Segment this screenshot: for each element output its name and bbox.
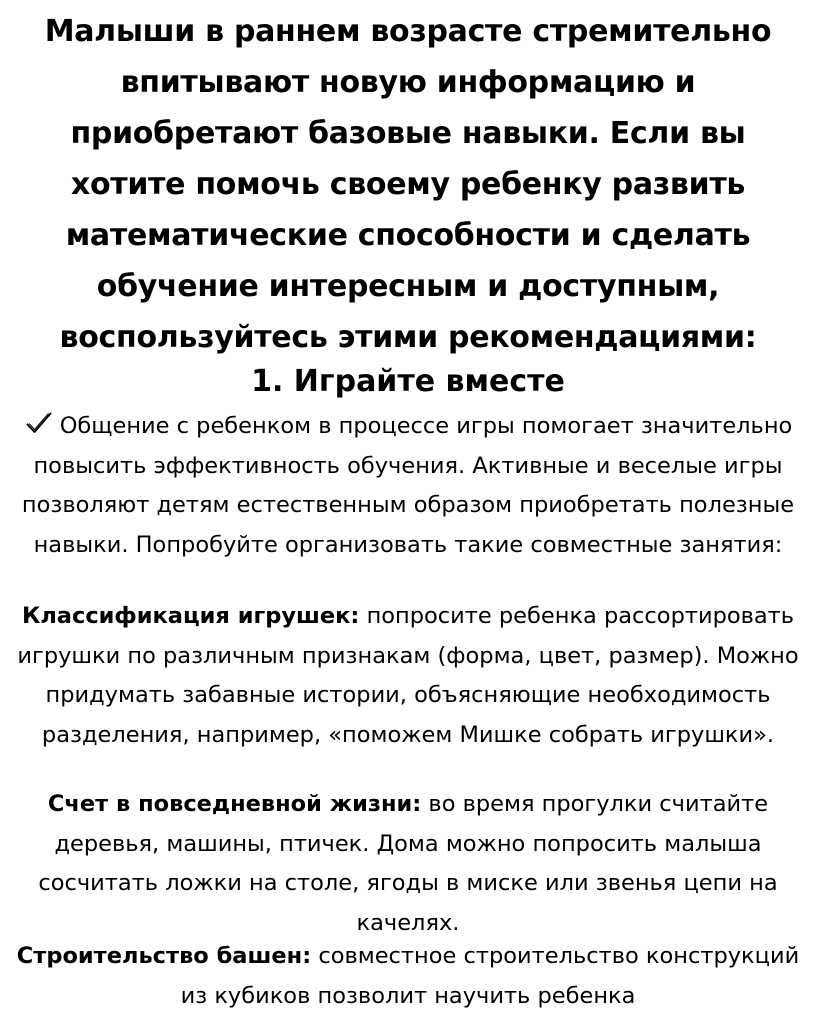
list-item-text: во время прогулки считайте деревья, машины, птичек. Дома можно попросить малыша сосчитать ложки на столе, ягоды в миске или звенья цепи на качелях. (38, 791, 778, 936)
list-item-label: Классификация игрушек: (21, 603, 360, 629)
section-title: 1. Играйте вместе (251, 364, 565, 399)
check-mark-icon (24, 410, 54, 436)
page-heading: Малыши в раннем возрасте стремительно впитывают новую информацию и приобретают базовые навыки. Если вы хотите помочь своему ребенку развить математические способности и сделать обучение интересным и доступным, воспользуйтесь этими рекомендациями: (44, 14, 772, 355)
list-item-label: Счет в повседневной жизни: (47, 791, 422, 817)
section-intro (10, 407, 806, 565)
list-item-text: попросите ребенка рассортировать игрушки по различным признакам (форма, цвет, размер). Можно придумать забавные истории, объясняющие необходимость разделения, например, «поможем Мишке собрать игрушки». (17, 603, 799, 748)
list-item (14, 785, 802, 943)
list-item-label: Строительство башен: (16, 943, 312, 969)
list-item (14, 937, 802, 1015)
list-item-text: совместное строительство конструкций из кубиков позволит научить ребенка (180, 943, 800, 1009)
list-item (14, 597, 802, 755)
section-intro-text: Общение с ребенком в процессе игры помогает значительно повысить эффективность обучения. Активные и веселые игры позволяют детям естественным образом приобретать полезные навыки. Попробуйте организовать такие совместные занятия: (21, 413, 795, 558)
